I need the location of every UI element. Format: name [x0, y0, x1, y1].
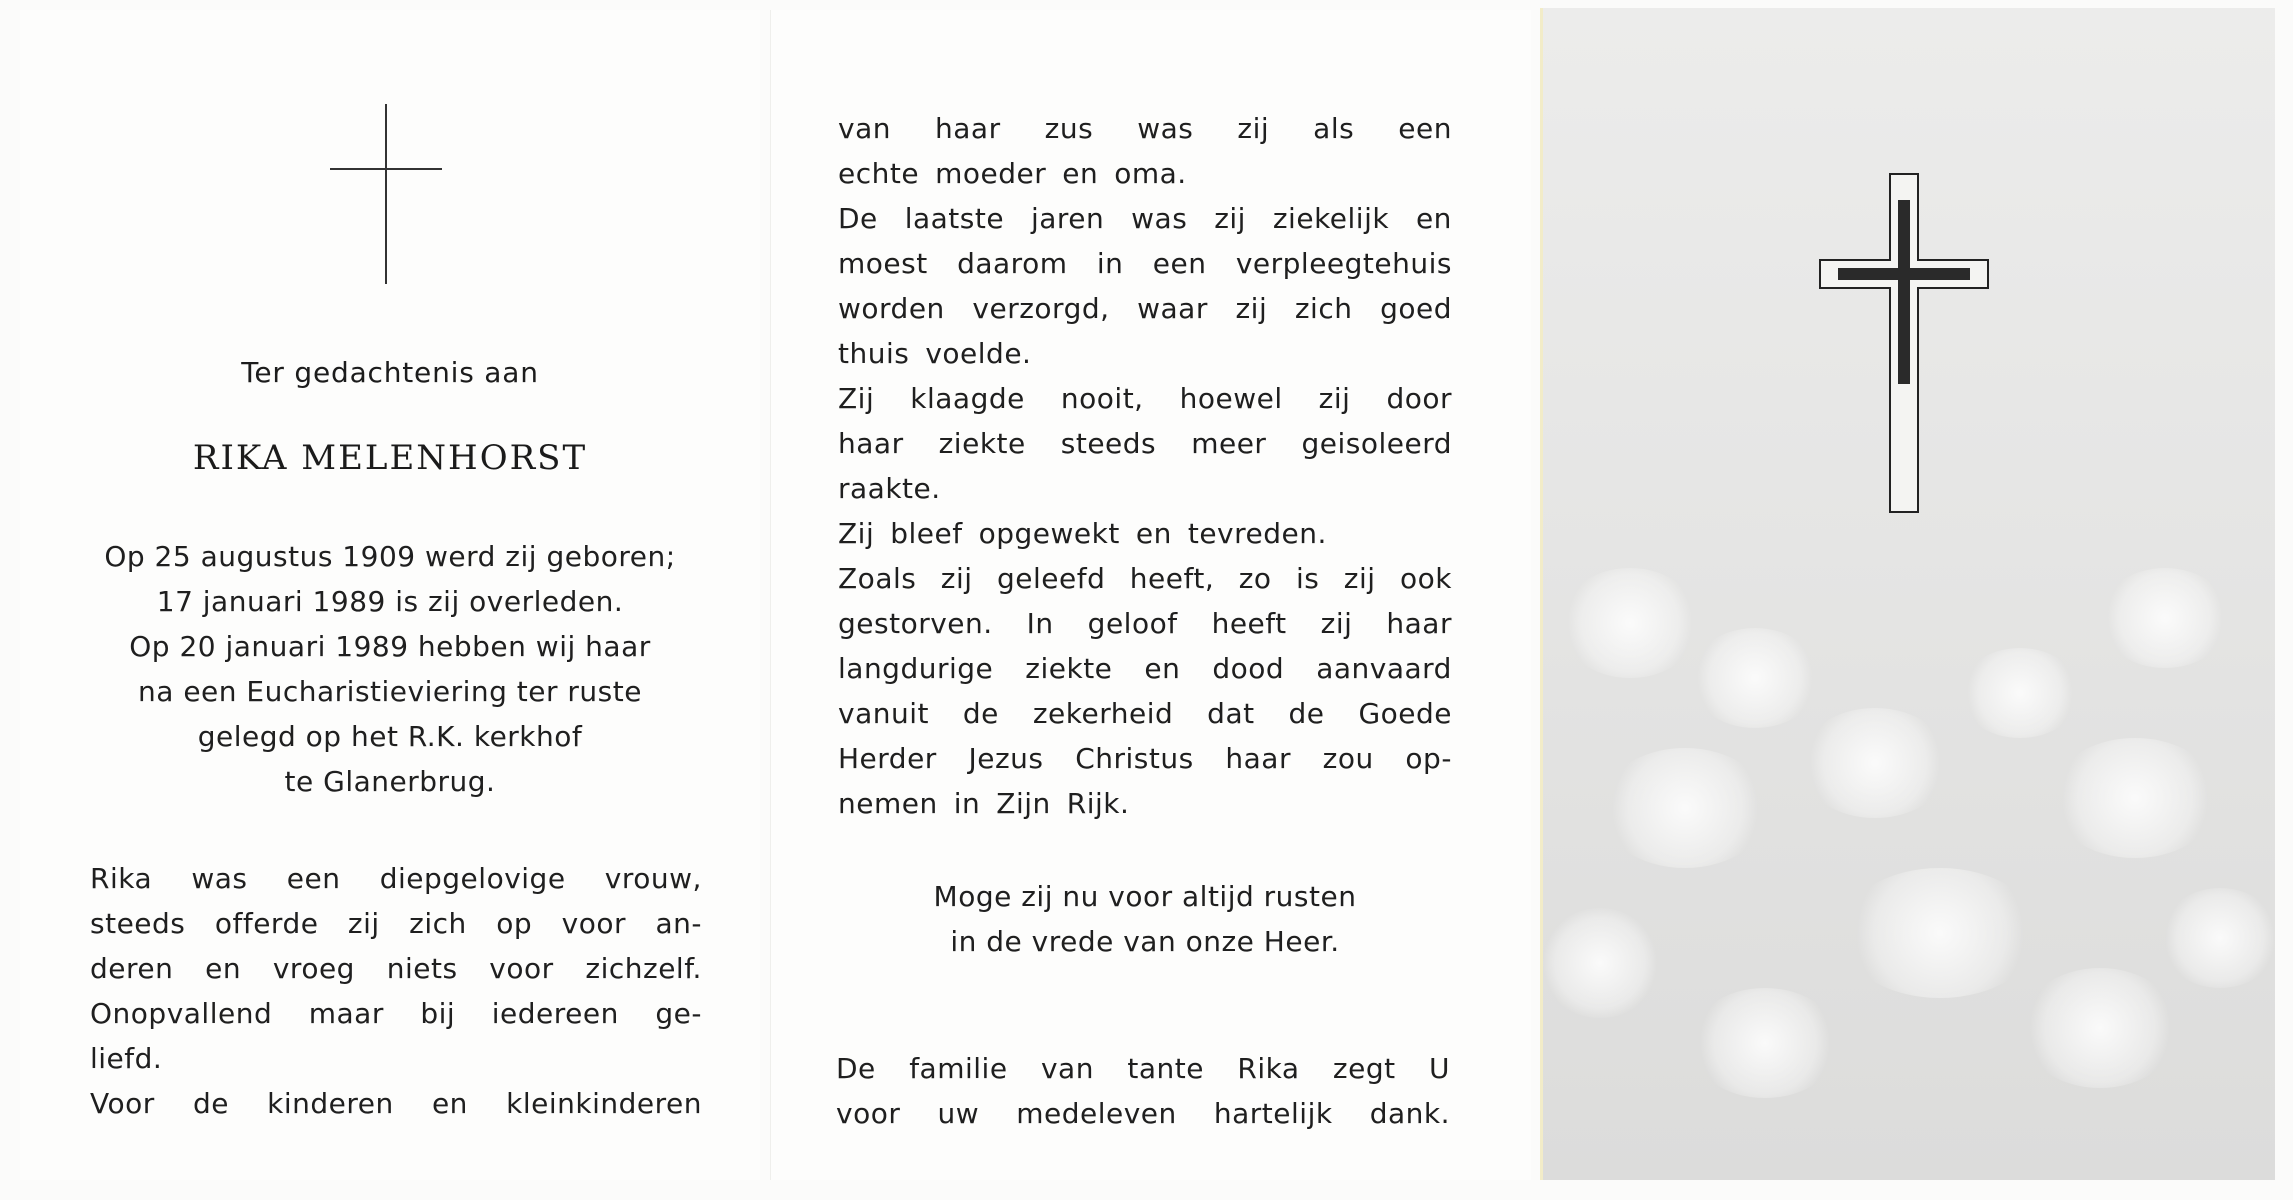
thanks-line: De familie van tante Rika zegt U [836, 1052, 1450, 1085]
biography-line: 17 januari 1989 is zij overleden. [156, 585, 624, 618]
daisy-image [1840, 868, 2040, 998]
tribute-line: raakte. [838, 472, 941, 505]
daisy-image [2160, 888, 2275, 988]
tribute-line: De laatste jaren was zij ziekelijk en [838, 202, 1452, 235]
memorial-heading: Ter gedachtenis aan [241, 356, 539, 389]
tribute-line: langdurige ziekte en dood aanvaard [838, 652, 1452, 685]
cross-icon [330, 104, 442, 284]
tribute-line: haar ziekte steeds meer geisoleerd [838, 427, 1452, 460]
tribute-line: deren en vroeg niets voor zichzelf. [90, 952, 702, 985]
tribute-line: steeds offerde zij zich op voor an- [90, 907, 702, 940]
tribute-line: Voor de kinderen en kleinkinderen [90, 1087, 702, 1120]
daisy-image [2050, 738, 2220, 858]
daisy-image [2020, 968, 2180, 1088]
biography-line: Op 25 augustus 1909 werd zij geboren; [104, 540, 676, 573]
daisy-image [1960, 648, 2080, 738]
tribute-line: van haar zus was zij als een [838, 112, 1452, 145]
tribute-line: Rika was een diepgelovige vrouw, [90, 862, 702, 895]
framed-cross-icon [1818, 172, 1990, 514]
thanks-line: voor uw medeleven hartelijk dank. [836, 1097, 1450, 1130]
daisy-image [1800, 708, 1950, 818]
daisy-image [1690, 988, 1840, 1098]
biography-line: gelegd op het R.K. kerkhof [197, 720, 583, 753]
daisy-image [2100, 568, 2230, 668]
blessing-line: Moge zij nu voor altijd rusten [933, 880, 1357, 913]
tribute-line: Zij bleef opgewekt en tevreden. [838, 517, 1327, 550]
biography-line: na een Eucharistieviering ter ruste [138, 675, 642, 708]
tribute-line: vanuit de zekerheid dat de Goede [838, 697, 1452, 730]
tribute-line: liefd. [90, 1042, 163, 1075]
tribute-line: echte moeder en oma. [838, 157, 1187, 190]
daisy-image [1560, 568, 1700, 678]
daisy-image [1600, 748, 1770, 868]
tribute-line: Onopvallend maar bij iedereen ge- [90, 997, 702, 1030]
blessing-line: in de vrede van onze Heer. [950, 925, 1340, 958]
tribute-line: gestorven. In geloof heeft zij haar [838, 607, 1452, 640]
biography-line: Op 20 januari 1989 hebben wij haar [129, 630, 651, 663]
blessing [838, 874, 1452, 964]
tribute-line: Zij klaagde nooit, hoewel zij door [838, 382, 1452, 415]
tribute-line: Herder Jezus Christus haar zou op- [838, 742, 1452, 775]
biography [20, 534, 760, 804]
tribute-continued [838, 106, 1452, 826]
tribute-paragraph [90, 856, 702, 1126]
tribute-line: worden verzorgd, waar zij zich goed [838, 292, 1452, 325]
thanks-message [836, 1046, 1450, 1136]
tribute-line: thuis voelde. [838, 337, 1032, 370]
tribute-line: moest daarom in een verpleegtehuis [838, 247, 1452, 280]
fold-edge [1540, 8, 1543, 1180]
tribute-line: nemen in Zijn Rijk. [838, 787, 1130, 820]
deceased-name: RIKA MELENHORST [192, 438, 588, 478]
biography-line: te Glanerbrug. [284, 765, 496, 798]
tribute-line: Zoals zij geleefd heeft, zo is zij ook [838, 562, 1452, 595]
daisy-image [1540, 908, 1660, 1018]
daisy-image [1690, 628, 1820, 728]
